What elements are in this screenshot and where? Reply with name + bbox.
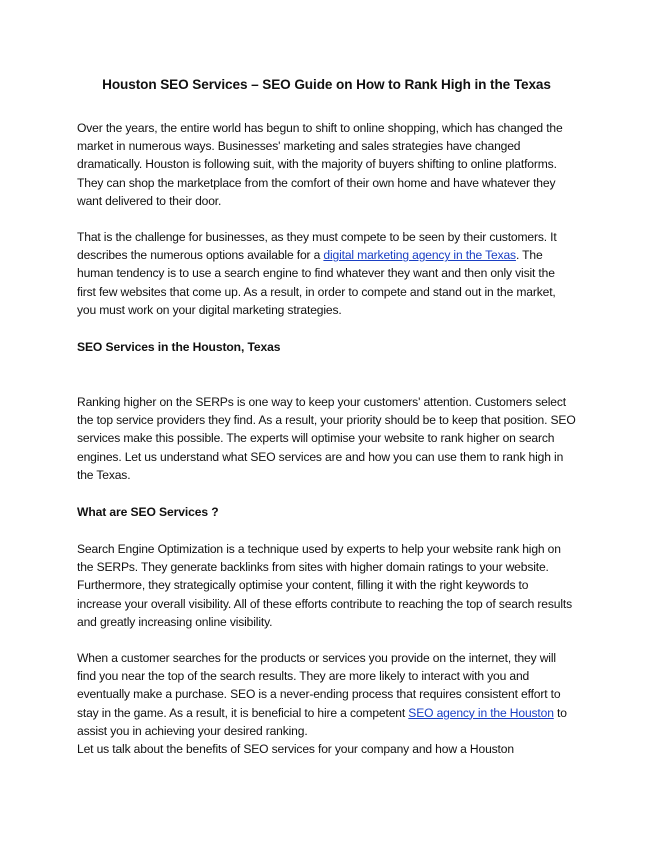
paragraph-challenge-text-start: That is the challenge for businesses, as they must compete to be seen by their customers. It describes the numerous options available for a: [77, 230, 557, 263]
paragraph-customer-search-text-end: to assist you in achieving your desired ranking.: [77, 705, 567, 738]
paragraph-challenge: [77, 228, 576, 319]
paragraph-seo-definition-text: Search Engine Optimization is a technique used by experts to help your website rank high on the SERPs. They generate backlinks from sites with higher domain ratings to your website. Furthermore, they strategically optimise your content, filling it with the right keywords to increase your overall visibility. All of these efforts contribute to reaching the top of search results and greatly increasing online visibility.: [77, 542, 572, 629]
paragraph-intro-text: Over the years, the entire world has begun to shift to online shopping, which has changed the market in numerous ways. Businesses' marketing and sales strategies have changed dramatically. Houston is following suit, with the majority of buyers shifting to online platforms. They can shop the marketplace from the comfort of their own home and have whatever they want delivered to their door.: [77, 121, 563, 208]
paragraph-customer-search-text-start: When a customer searches for the products or services you provide on the internet, they will find you near the top of the search results. They are more likely to interact with you and eventually make a purchase. SEO is a never-ending process that requires consistent effort to stay in the game. As a result, it is beneficial to hire a competent: [77, 651, 561, 720]
paragraph-intro: [77, 119, 576, 210]
paragraph-ranking: [77, 393, 576, 484]
paragraph-ranking-text: Ranking higher on the SERPs is one way to keep your customers' attention. Customers select the top service providers they find. As a result, your priority should be to keep that position. SEO services make this possible. The experts will optimise your website to rank higher on search engines. Let us understand what SEO services are and how you can use them to rank high in the Texas.: [77, 395, 576, 482]
paragraph-benefits: [77, 740, 576, 758]
paragraph-challenge-text-end: . The human tendency is to use a search engine to find whatever they want and then only visit the first few websites that come up. As a result, in order to compete and stand out in the market, you must work on your digital marketing strategies.: [77, 248, 556, 317]
heading-seo-services-houston: SEO Services in the Houston, Texas: [77, 340, 281, 355]
paragraph-seo-definition: [77, 540, 576, 631]
paragraph-benefits-text: Let us talk about the benefits of SEO services for your company and how a Houston: [77, 742, 514, 757]
document-title: Houston SEO Services – SEO Guide on How to Rank High in the Texas: [102, 77, 551, 92]
heading-what-are-seo-services: What are SEO Services ?: [77, 505, 219, 520]
digital-marketing-agency-link[interactable]: digital marketing agency in the Texas: [323, 248, 516, 263]
seo-agency-houston-link[interactable]: SEO agency in the Houston: [408, 705, 554, 720]
paragraph-customer-search: [77, 649, 576, 740]
